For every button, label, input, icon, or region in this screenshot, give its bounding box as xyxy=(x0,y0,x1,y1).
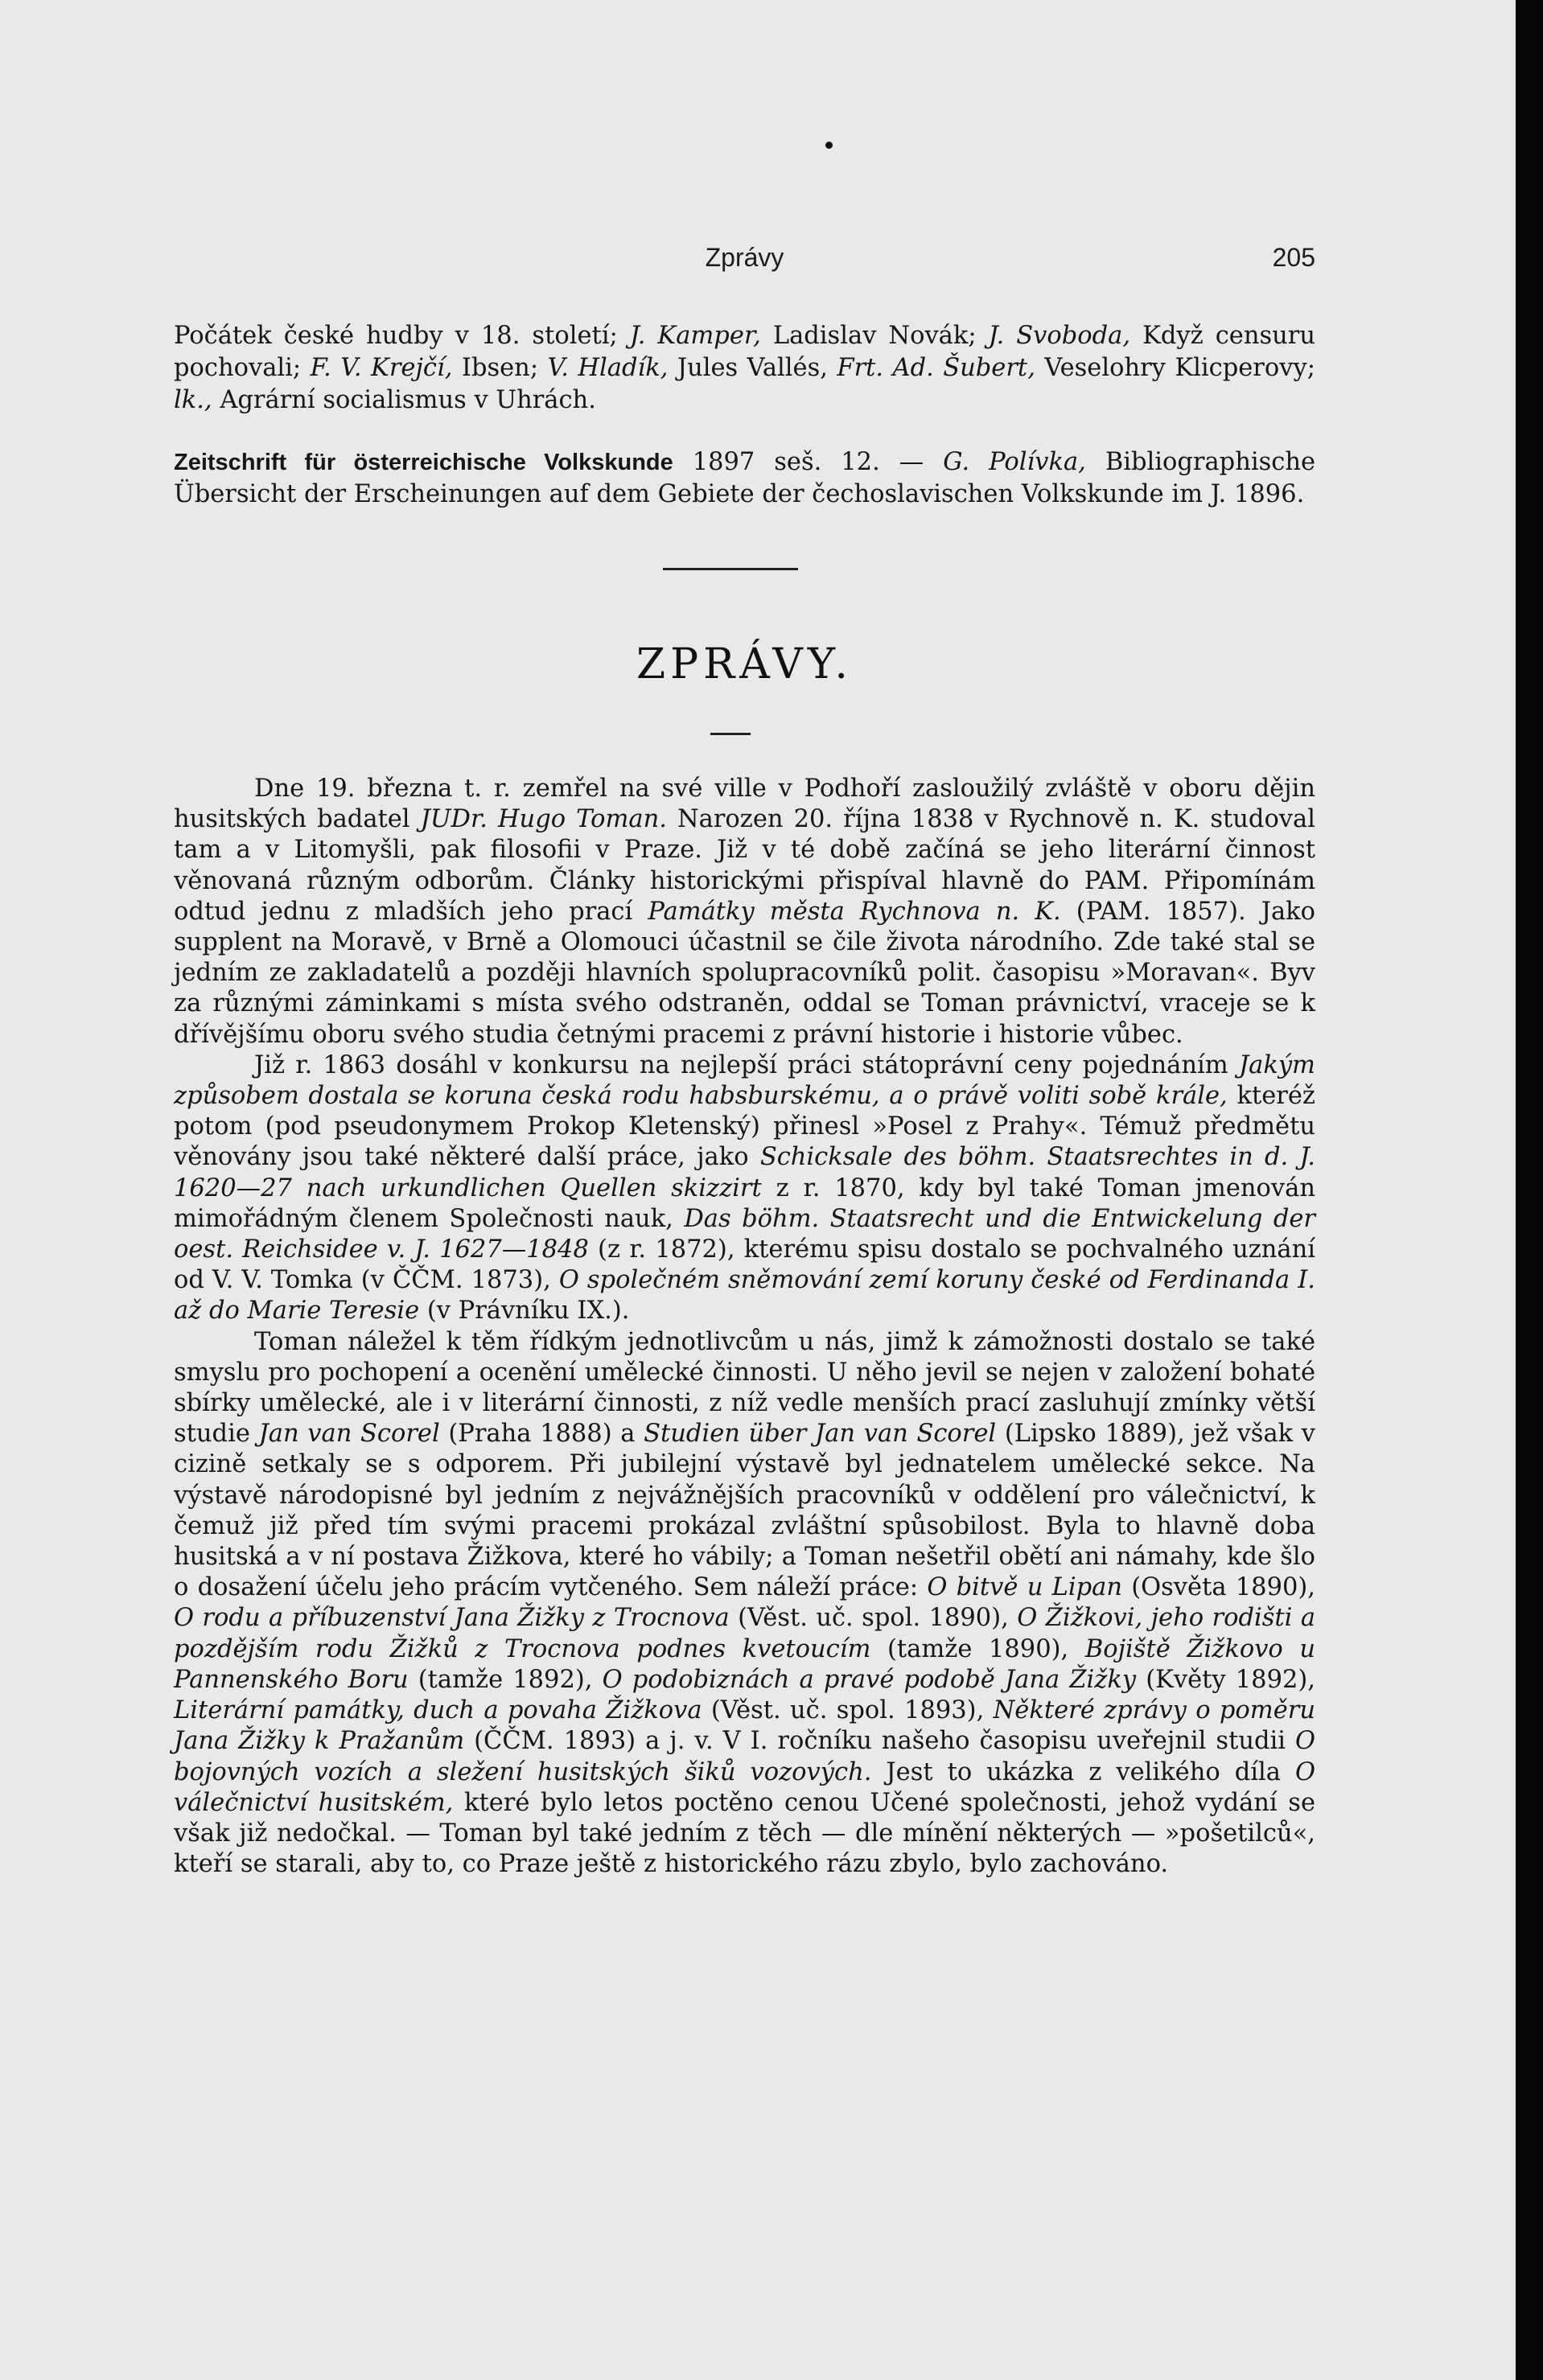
obituary-article xyxy=(174,774,1315,1880)
zeitschrift-entry: Zeitschrift für österreichische Volkskunde 1897 seš. 12. — G. Polívka, Bibliographische Übersicht der Erscheinungen auf dem Gebiete der čechoslavischen Volkskunde im J. 1896. xyxy=(174,448,1316,508)
section-heading: ZPRÁVY. xyxy=(636,640,853,689)
heading-rule xyxy=(710,733,751,735)
paragraph: Dne 19. března t. r. zemřel na své ville v Podhoří zasloužilý zvláště v oboru dějin husitských badatel JUDr. Hugo Toman. Narozen 20. října 1838 v Rychnově n. K. studoval tam a v Litomyšli, pak filosofii v Praze. Již v té době začíná se jeho literární činnost věnovaná různým odborům. Články historickými přispíval hlavně do PAM. Připomínám odtud jednu z mladších jeho prací Památky města Rychnova n. K. (PAM. 1857). Jako supplent na Moravě, v Brně a Olomouci účastnil se čile života národního. Zde také stal se jedním ze zakladatelů a později hlavních spolupracovníků polit. časopisu »Moravan«. Byv za různými záminkami s místa svého odstraněn, oddal se Toman právnictví, vraceje se k dřívějšímu oboru svého studia četnými pracemi z právní historie i historie vůbec. xyxy=(174,775,1315,1049)
running-header xyxy=(174,243,1315,282)
paragraph: Již r. 1863 dosáhl v konkursu na nejlepší práci státoprávní ceny pojednáním Jakým způsobem dostala se koruna česká rodu habsburskému, a o právě voliti sobě krále, kteréž potom (pod pseudonymem Prokop Kletenský) přinesl »Posel z Prahy«. Témuž předmětu věnovány jsou také některé další práce, jako Schicksale des böhm. Staatsrechtes in d. J. 1620—27 nach urkundlichen Quellen skizzirt z r. 1870, kdy byl také Toman jmenován mimořádným členem Společnosti nauk, Das böhm. Staatsrecht und die Entwickelung der oest. Reichsidee v. J. 1627—1848 (z r. 1872), kterému spisu dostalo se pochvalného uznání od V. V. Tomka (v ČČM. 1873), O společném sněmování zemí koruny české od Ferdinanda I. až do Marie Teresie (v Právníku IX.). xyxy=(174,1050,1316,1326)
journal-name: Zeitschrift für österreichische Volkskunde xyxy=(174,450,673,475)
bibliography-entry: Počátek české hudby v 18. století; J. Kamper, Ladislav Novák; J. Svoboda, Když censuru pochovali; F. V. Krejčí, Ibsen; V. Hladík, Jules Vallés, Frt. Ad. Šubert, Veselohry Klicperovy; lk., Agrární socialismus v Uhrách. xyxy=(174,322,1315,414)
page-number: 205 xyxy=(1272,243,1315,272)
paragraph: Toman náležel k těm řídkým jednotlivcům u nás, jimž k zámožnosti dostalo se také smyslu pro pochopení a ocenění umělecké činnosti. U něho jevil se nejen v založení bohaté sbírky umělecké, ale i v literární činnosti, z níž vedle menších prací zasluhují zmínky větší studie Jan van Scorel (Praha 1888) a Studien über Jan van Scorel (Lipsko 1889), jež však v cizině setkaly se s odporem. Při jubilejní výstavě byl jednatelem umělecké sekce. Na výstavě národopisné byl jedním z nejvážnějších pracovníků v oddělení pro válečnictví, k čemuž již před tím svými pracemi prokázal zvláštní spůsobilost. Byla to hlavně doba husitská a v ní postava Žižkova, které ho vábily; a Toman nešetřil obětí ani námahy, kde šlo o dosažení účelu jeho prácím vytčeného. Sem náleží práce: O bitvě u Lipan (Osvěta 1890), O rodu a příbuzenství Jana Žižky z Trocnova (Věst. uč. spol. 1890), O Žižkovi, jeho rodišti a pozdějším rodu Žižků z Trocnova podnes kvetoucím (tamže 1890), Bojiště Žižkovo u Pannenského Boru (tamže 1892), O podobiznách a pravé podobě Jana Žižky (Květy 1892), Literární památky, duch a povaha Žižkova (Věst. uč. spol. 1893), Některé zprávy o poměru Jana Žižky k Pražanům (ČČM. 1893) a j. v. V I. ročníku našeho časopisu uveřejnil studii O bojovných vozích a sležení husitských šiků vozových. Jest to ukázka z velikého díla O válečnictví husitském, které bylo letos poctěno cenou Učené společnosti, jehož vydání se však již nedočkal. — Toman byl také jedním z těch — dle mínění některých — »pošetilců«, kteří se starali, aby to, co Praze ještě z historického rázu zbylo, bylo zachováno. xyxy=(174,1327,1316,1879)
scan-border xyxy=(1516,0,1543,2380)
section-divider xyxy=(663,568,798,570)
running-title: Zprávy xyxy=(705,243,784,272)
ink-dot xyxy=(825,142,833,149)
